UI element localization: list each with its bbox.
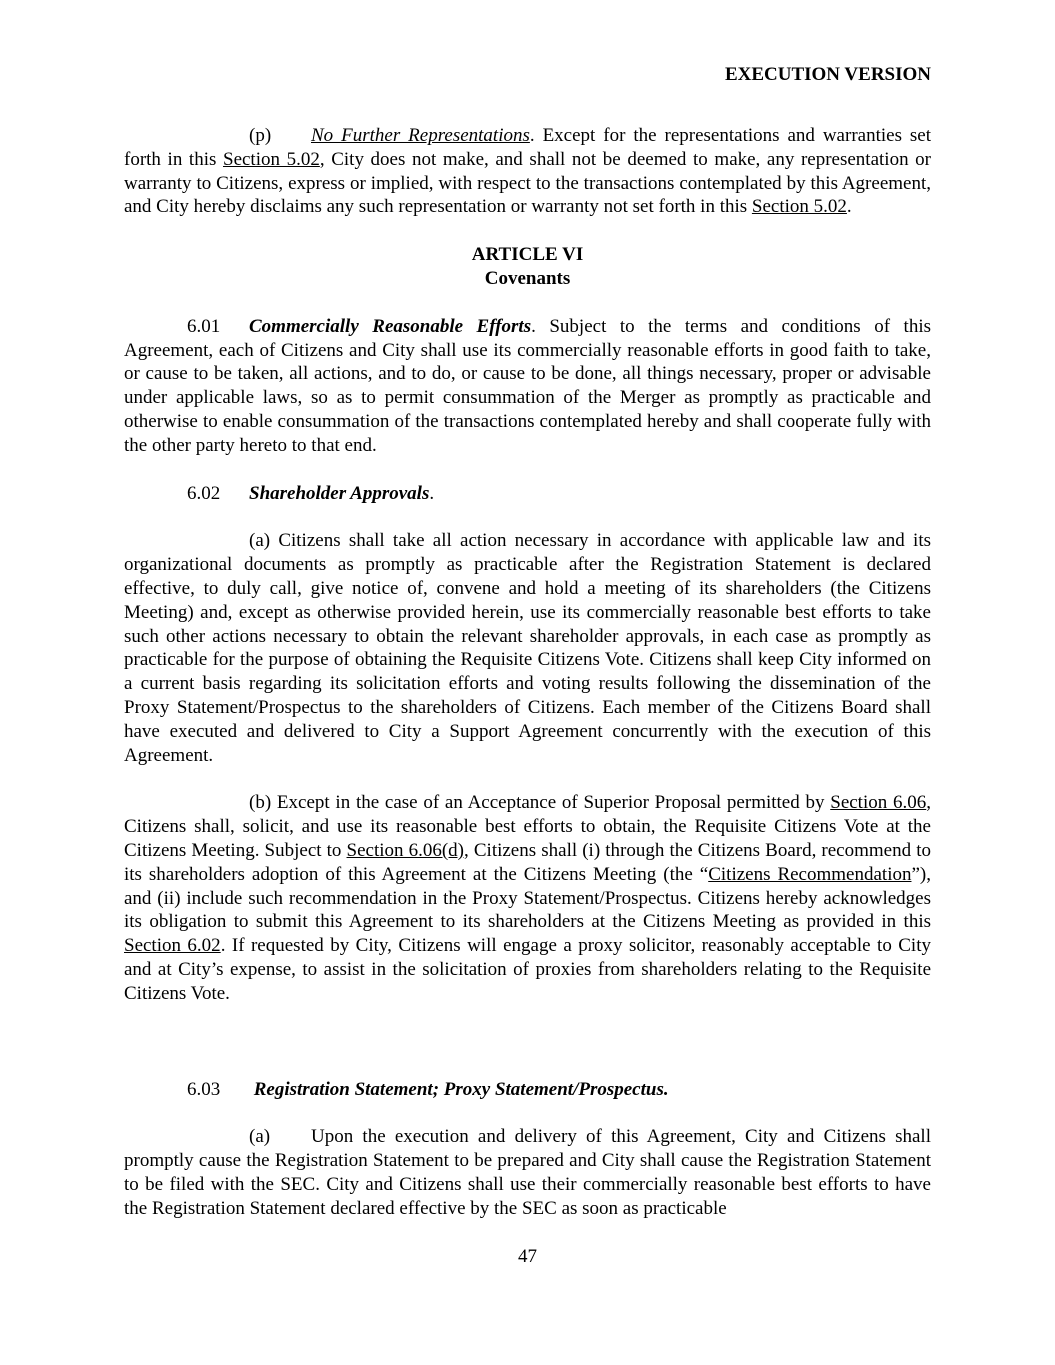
section-6-06-d-link: Section 6.06(d): [346, 839, 465, 861]
section-6-02-b: [124, 791, 931, 1005]
section-6-02-title-end: .: [429, 482, 435, 504]
section-6-01-title: Commercially Reasonable Efforts: [249, 315, 532, 337]
section-5-02-link: Section 5.02: [223, 148, 320, 170]
paragraph-p-no-further-representations: [124, 124, 931, 219]
paragraph-p-text-1: . Except for the representations and warranties set forth in this: [124, 125, 932, 170]
section-6-02-b-text-2: , Citizens shall, solicit, and use its reasonable best efforts to obtain, the Requisite Citizens Vote at the Citizens Meeting. Subject to: [124, 792, 931, 861]
section-6-02-link: Section 6.02: [124, 935, 221, 957]
section-6-02-b-text-5: . If requested by City, Citizens will engage a proxy solicitor, reasonably acceptable to City and at City’s expense, to assist in the solicitation of proxies from shareholders relating to the Requisite Citizens Vote.: [124, 935, 931, 1004]
section-6-02-number: 6.02: [187, 482, 221, 504]
section-6-02-b-text-3: , Citizens shall (i) through the Citizens Board, recommend to its shareholders adoption of this Agreement at the Citizens Meeting (the “: [124, 839, 931, 885]
section-6-03-a-text: Upon the execution and delivery of this Agreement, City and Citizens shall promptly cause the Registration Statement to be prepared and City shall cause the Registration Statement to be filed with the SEC. City and Citizens shall use their commercially reasonable best efforts to have the Registration Statement declared effective by the SEC as soon as practicable: [124, 1126, 931, 1219]
section-6-02-b-text-4: ”), and (ii) include such recommendation in the Proxy Statement/Prospectus. Citizens hereby acknowledges its obligation to submit this Agreement to its shareholders at the Citizens Meeting as provided in this: [124, 863, 931, 933]
section-6-01-number: 6.01: [187, 315, 221, 337]
section-6-02-title: Shareholder Approvals: [249, 482, 430, 504]
page-number: 47: [518, 1246, 537, 1267]
section-6-01-text: . Subject to the terms and conditions of this Agreement, each of Citizens and City shall use its commercially reasonable efforts in good faith to take, or cause to be taken, all actions, and to do, or cause to be done, all things necessary, proper or advisable under applicable laws, so as to permit consummation of the Merger as promptly as practicable and otherwise to enable consummation of the transactions contemplated hereby and shall cooperate fully with the other party hereto to that end.: [124, 315, 931, 456]
article-number: ARTICLE VI: [471, 244, 584, 266]
section-6-03-heading: [124, 1078, 931, 1102]
section-6-03-a-number: (a): [249, 1126, 271, 1148]
section-6-02-heading: [124, 482, 931, 506]
paragraph-p-title: No Further Representations: [311, 125, 530, 146]
section-6-06-link: Section 6.06: [830, 792, 927, 814]
paragraph-p-text-2: , City does not make, and shall not be deemed to make, any representation or warranty to Citizens, express or implied, with respect to the transactions contemplated by this Agreement, and City hereby disclaims any such representation or warranty not set forth in this: [124, 148, 932, 218]
section-6-01: [124, 315, 931, 458]
section-6-03-title: Registration Statement; Proxy Statement/Prospectus.: [253, 1078, 669, 1100]
execution-version-header: EXECUTION VERSION: [724, 64, 931, 85]
paragraph-p-text-3: .: [846, 196, 852, 218]
citizens-recommendation-term: Citizens Recommendation: [708, 863, 912, 885]
article-title: Covenants: [484, 267, 571, 289]
paragraph-p-number: (p): [249, 125, 272, 146]
section-6-02-a: (a) Citizens shall take all action necessary in accordance with applicable law and its organizational documents as promptly as practicable after the Registration Statement is declared effective, to duly call, give notice of, convene and hold a meeting of its shareholders (the Citizens Meeting) and, except as otherwise provided herein, use its commercially reasonable best efforts to take such other actions necessary to obtain the relevant shareholder approvals, in each case as promptly as practicable for the purpose of obtaining the Requisite Citizens Vote. Citizens shall keep City informed on a current basis regarding its solicitation efforts and voting results following the dissemination of the Proxy Statement/Prospectus to the shareholders of Citizens. Each member of the Citizens Board shall have executed and delivered to City a Support Agreement concurrently with the execution of this Agreement.: [124, 530, 931, 766]
section-6-03-number: 6.03: [187, 1078, 221, 1100]
section-6-03-a: [124, 1125, 931, 1220]
section-5-02-link-2: Section 5.02: [751, 196, 847, 218]
document-body: [124, 124, 931, 1220]
section-6-02-b-text-1: (b) Except in the case of an Acceptance of Superior Proposal permitted by: [249, 792, 831, 814]
